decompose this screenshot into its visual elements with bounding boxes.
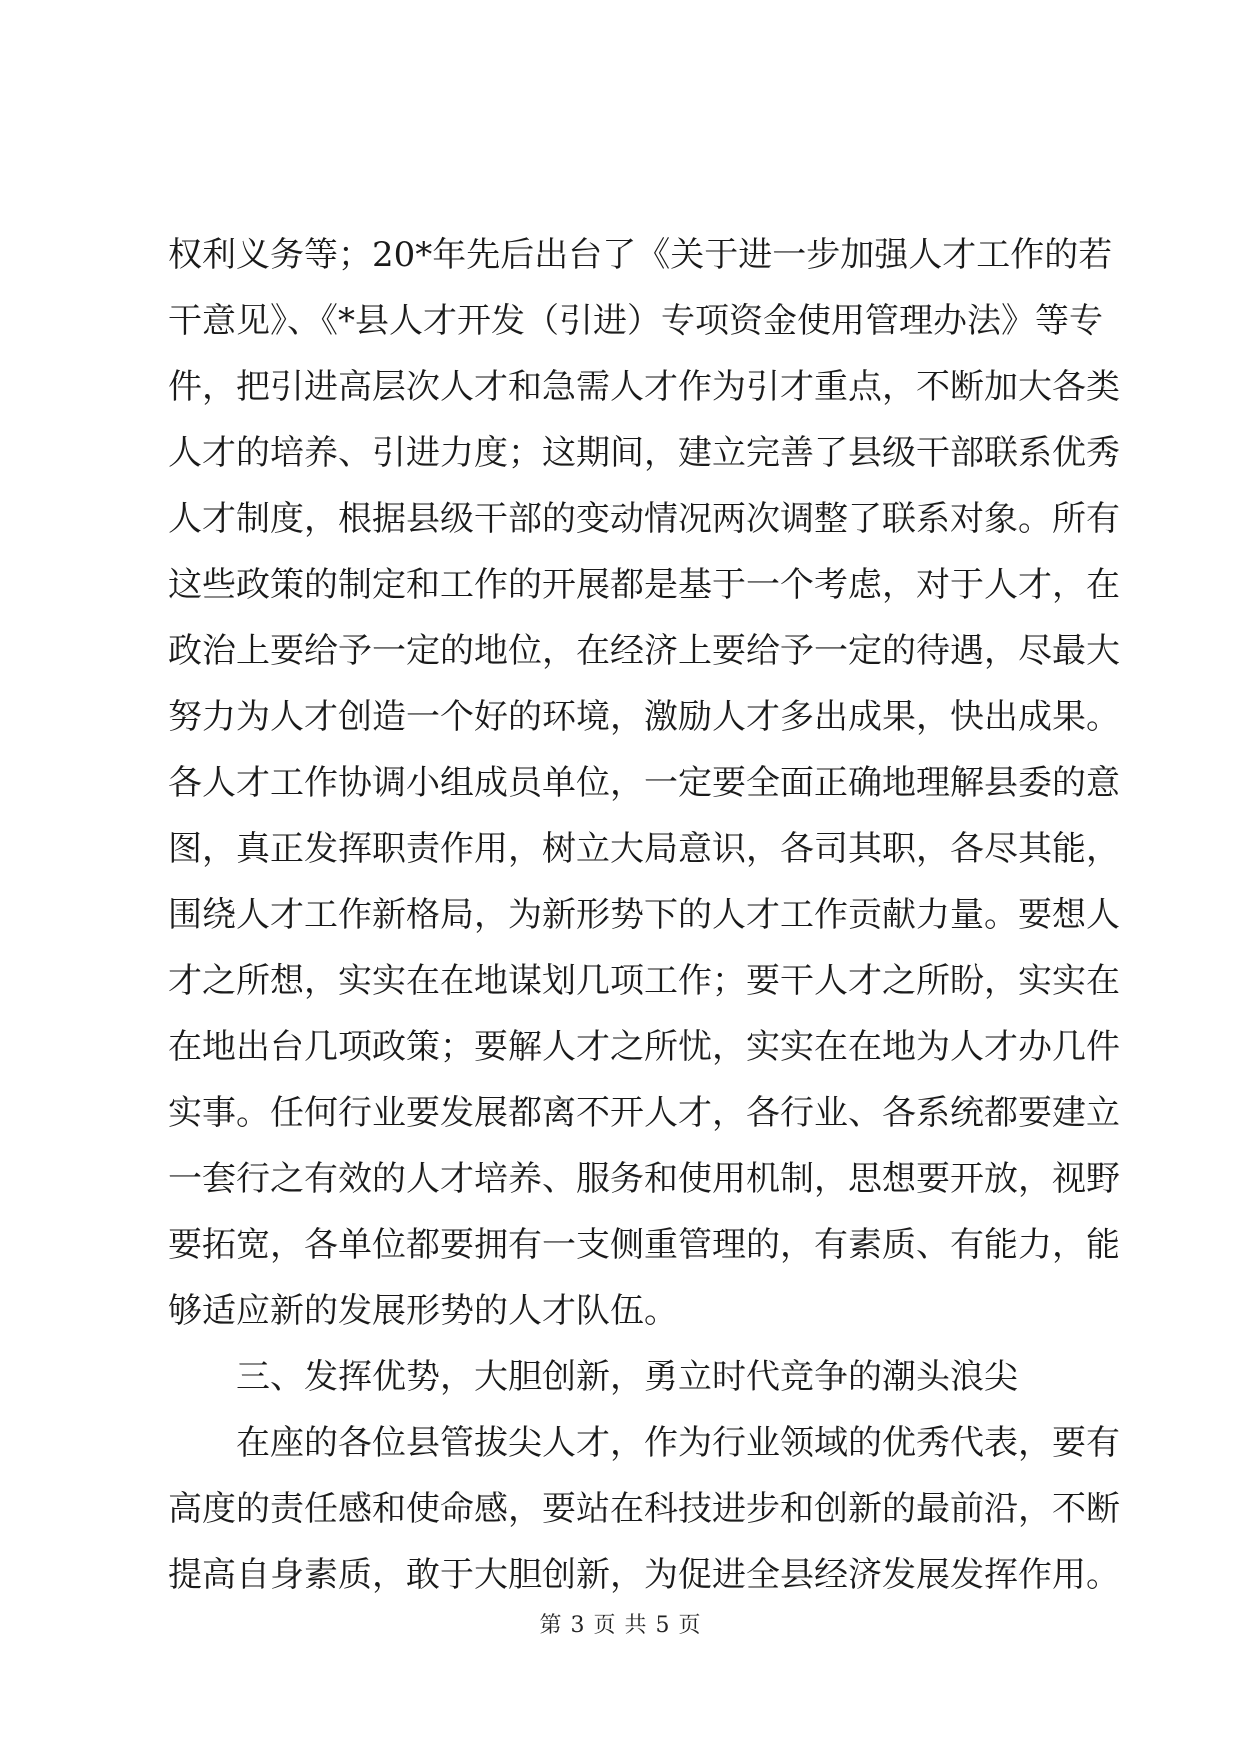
paragraph-2-line: 在座的各位县管拔尖人才，作为行业领域的优秀代表，要有: [236, 1423, 1120, 1463]
paragraph-1-line: 才之所想，实实在在地谋划几项工作；要干人才之所盼，实实在: [168, 961, 1120, 1001]
paragraph-1-line: 各人才工作协调小组成员单位，一定要全面正确地理解县委的意: [168, 763, 1120, 803]
paragraph-2-line: 提高自身素质，敢于大胆创新，为促进全县经济发展发挥作用。: [168, 1555, 1120, 1595]
paragraph-1-line: 实事。任何行业要发展都离不开人才，各行业、各系统都要建立: [168, 1093, 1120, 1133]
page-number-footer: 第 3 页 共 5 页: [539, 1613, 702, 1638]
paragraph-1-line: 要拓宽，各单位都要拥有一支侧重管理的，有素质、有能力，能: [168, 1225, 1120, 1265]
paragraph-1-line: 人才的培养、引进力度；这期间，建立完善了县级干部联系优秀: [168, 433, 1120, 473]
paragraph-1-line: 在地出台几项政策；要解人才之所忧，实实在在地为人才办几件: [168, 1027, 1120, 1067]
paragraph-1-line: 人才制度，根据县级干部的变动情况两次调整了联系对象。所有: [168, 499, 1120, 539]
section-heading: 三、发挥优势，大胆创新，勇立时代竞争的潮头浪尖: [236, 1357, 1018, 1397]
paragraph-1-line: 努力为人才创造一个好的环境，激励人才多出成果，快出成果。: [168, 697, 1120, 737]
paragraph-1-line: 够适应新的发展形势的人才队伍。: [168, 1291, 678, 1331]
paragraph-1-line: 权利义务等；20*年先后出台了《关于进一步加强人才工作的若: [168, 235, 1113, 275]
paragraph-1-line: 政治上要给予一定的地位，在经济上要给予一定的待遇，尽最大: [168, 631, 1120, 671]
paragraph-1-line: 这些政策的制定和工作的开展都是基于一个考虑，对于人才，在: [168, 565, 1120, 605]
paragraph-1-line: 图，真正发挥职责作用，树立大局意识，各司其职，各尽其能，: [168, 829, 1120, 869]
paragraph-1-line: 件，把引进高层次人才和急需人才作为引才重点，不断加大各类: [168, 367, 1120, 407]
paragraph-1-line: 围绕人才工作新格局，为新形势下的人才工作贡献力量。要想人: [168, 895, 1120, 935]
document-body: [168, 222, 1120, 1608]
paragraph-1-line: 干意见》、《*县人才开发（引进）专项资金使用管理办法》等专: [168, 301, 1103, 341]
paragraph-1-line: 一套行之有效的人才培养、服务和使用机制，思想要开放，视野: [168, 1159, 1120, 1199]
paragraph-2-line: 高度的责任感和使命感，要站在科技进步和创新的最前沿，不断: [168, 1489, 1120, 1529]
